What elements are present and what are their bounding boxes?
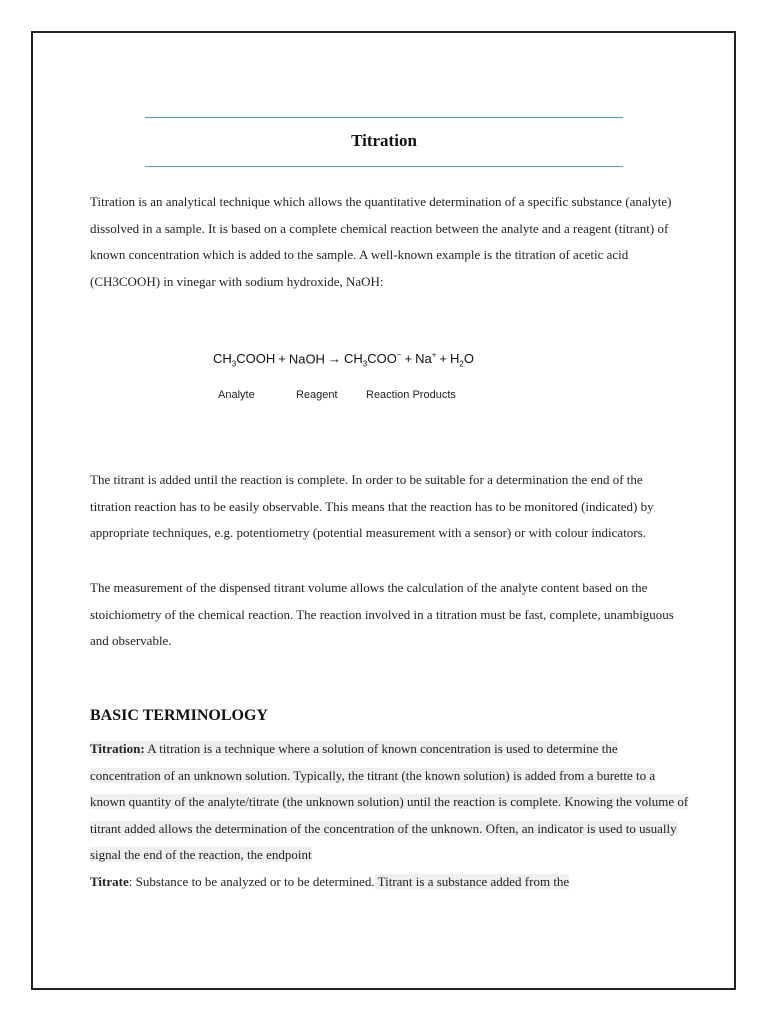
eq-product-acetate: $CH_3COO^-$ xyxy=(343,351,402,369)
eq-product-water: $H_2O$ xyxy=(449,351,474,369)
eq-plus-2: + xyxy=(404,351,413,367)
terminology-list xyxy=(90,736,690,895)
term-definition: A titration is a technique where a solution of known concentration is used to determine the concentration of an unknown solution. Typically, the titrant (the known solution) is added from a burette to a known quantity of the analyte/titrate (the unknown solution) until the reaction is complete. Knowing the volume of titrant added allows the determination of the concentration of the unknown. Often, an indicator is used to usually signal the end of the reaction, the endpoint xyxy=(90,741,689,862)
eq-base: NaOH xyxy=(288,351,325,367)
term-definition: : Substance to be analyzed or to be determined. xyxy=(128,873,375,889)
term-definition-extra: Titrant is a substance added from the xyxy=(374,873,570,889)
eq-product-sodium: Na+ xyxy=(415,351,437,367)
intro-paragraph: Titration is an analytical technique which allows the quantitative determination of a specific substance (analyte) dissolved in a sample. It is based on a complete chemical reaction between the analyte and a reagent (titrant) of known concentration which is added to the sample. A well-known example is the titration of acetic acid (CH3COOH) in vinegar with sodium hydroxide, NaOH: xyxy=(90,194,672,289)
eq-acid: $CH_3COOH$ xyxy=(213,351,276,369)
title-top-rule xyxy=(145,117,623,118)
measurement-paragraph: The measurement of the dispensed titrant volume allows the calculation of the analyte content based on the stoichiometry of the chemical reaction. The reaction involved in a titration must be fast, complete, unambiguous and observable. xyxy=(90,580,674,648)
eq-plus-1: + xyxy=(278,351,286,367)
title-bottom-rule xyxy=(145,166,623,167)
eq-plus-3: + xyxy=(439,351,447,367)
eq-label-analyte: Analyte xyxy=(218,389,255,401)
term-name: Titration: xyxy=(90,741,145,756)
section-heading: BASIC TERMINOLOGY xyxy=(90,707,268,724)
document-title: Titration xyxy=(351,131,417,150)
eq-label-products: Reaction Products xyxy=(366,389,456,401)
reaction-equation xyxy=(213,351,474,369)
term-titration xyxy=(90,741,688,862)
eq-arrow: → xyxy=(327,351,341,367)
term-name: Titrate xyxy=(90,873,129,889)
term-titrate xyxy=(90,874,569,889)
endpoint-paragraph: The titrant is added until the reaction is complete. In order to be suitable for a determination the end of the titration reaction has to be easily observable. This means that the reaction has to be monitored (indicated) by appropriate techniques, e.g. potentiometry (potential measurement with a sensor) or with colour indicators. xyxy=(90,472,654,540)
eq-label-reagent: Reagent xyxy=(296,389,338,401)
